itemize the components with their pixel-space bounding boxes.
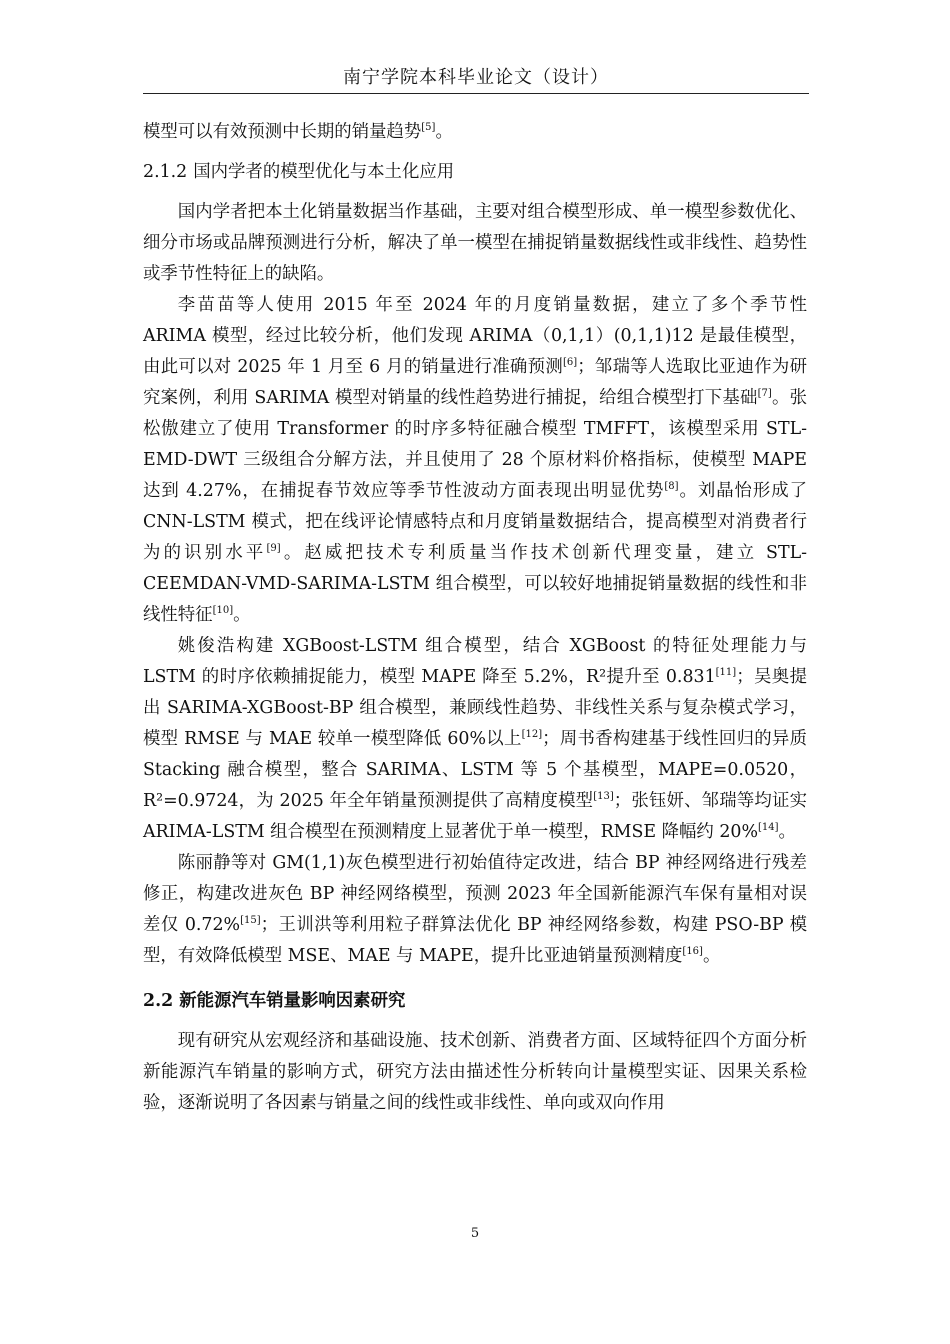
citation-ref: [12]: [521, 729, 543, 740]
text: ；张钰妍、邹瑞等均证实 ARIMA-LSTM 组合模型在预测精度上显著优于单一模型，RMSE 降幅约 20%: [143, 791, 807, 842]
text: 。刘晶怡形成了 CNN-LSTM 模式，把在线评论情感特点和月度销量数据结合，提高模型对消费者行为的识别水平: [143, 481, 807, 563]
section-title: 国内学者的模型优化与本土化应用: [193, 162, 455, 182]
text: 。: [435, 122, 453, 142]
citation-ref: [11]: [715, 667, 737, 678]
page-number: 5: [470, 1226, 480, 1241]
paragraph: [143, 848, 807, 972]
paragraph: [143, 631, 807, 848]
running-header: 南宁学院本科毕业论文（设计）: [343, 67, 609, 88]
paragraph: 现有研究从宏观经济和基础设施、技术创新、消费者方面、区域特征四个方面分析新能源汽车销量的影响方式，研究方法由描述性分析转向计量模型实证、因果关系检验，逐渐说明了各因素与销量之间的线性或非线性、单向或双向作用: [143, 1031, 807, 1113]
section-number: 2.1.2: [143, 162, 188, 182]
citation-ref: [6]: [563, 357, 578, 368]
header-rule: [143, 93, 809, 94]
citation-ref: [15]: [240, 915, 261, 926]
section-heading-2-2: [143, 972, 807, 1026]
text: ；王训洪等利用粒子群算法优化 BP 神经网络参数，构建 PSO-BP 模型，有效降低模型 MSE、MAE 与 MAPE，提升比亚迪销量预测精度: [143, 915, 807, 966]
text: ；周书香构建基于线性回归的异质 Stacking 融合模型，整合 SARIMA、LSTM 等 5 个基模型，MAPE=0.0520，R²=0.9724，为 2025 年全年销量预测提供了高精度模型: [143, 729, 807, 811]
text: ；邹瑞等人选取比亚迪作为研究案例，利用 SARIMA 模型对销量的线性趋势进行捕捉，给组合模型打下基础: [143, 357, 807, 408]
page-body: [143, 117, 807, 1119]
text: 模型可以有效预测中长期的销量趋势: [143, 122, 422, 142]
citation-ref: [9]: [266, 543, 281, 554]
paragraph: [143, 290, 807, 631]
citation-ref: [5]: [421, 122, 436, 133]
section-heading-2-1-2: [143, 148, 807, 197]
section-title: 新能源汽车销量影响因素研究: [179, 991, 406, 1011]
section-number: 2.2: [143, 991, 174, 1011]
text: 。: [702, 946, 721, 966]
text: 。: [233, 605, 251, 625]
citation-ref: [16]: [682, 946, 703, 957]
citation-ref: [14]: [757, 822, 779, 833]
citation-ref: [10]: [212, 605, 234, 616]
citation-ref: [7]: [757, 388, 772, 399]
text: 。赵威把技术专利质量当作技术创新代理变量，建立 STL-CEEMDAN-VMD-SARIMA-LSTM 组合模型，可以较好地捕捉销量数据的线性和非线性特征: [143, 543, 807, 625]
text: 。: [778, 822, 796, 842]
text: ；吴奥提出 SARIMA-XGBoost-BP 组合模型，兼顾线性趋势、非线性关系与复杂模式学习，模型 RMSE 与 MAE 较单一模型降低 60%以上: [143, 667, 807, 749]
text: 。张松傲建立了使用 Transformer 的时序多特征融合模型 TMFFT，该模型采用 STL-EMD-DWT 三级组合分解方法，并且使用了 28 个原材料价格指标，使模型 MAPE 达到 4.27%，在捕捉春节效应等季节性波动方面表现出明显优势: [143, 388, 807, 501]
text: 姚俊浩构建 XGBoost-LSTM 组合模型，结合 XGBoost 的特征处理能力与 LSTM 的时序依赖捕捉能力，模型 MAPE 降至 5.2%，R²提升至 0.831: [143, 636, 807, 687]
paragraph-continued: [143, 117, 807, 148]
text: 李苗苗等人使用 2015 年至 2024 年的月度销量数据，建立了多个季节性 ARIMA 模型，经过比较分析，他们发现 ARIMA（0,1,1）(0,1,1)12 是最佳模型，由此可以对 2025 年 1 月至 6 月的销量进行准确预测: [143, 295, 807, 377]
text: 陈丽静等对 GM(1,1)灰色模型进行初始值待定改进，结合 BP 神经网络进行残差修正，构建改进灰色 BP 神经网络模型，预测 2023 年全国新能源汽车保有量相对误差仅 0.72%: [143, 853, 807, 935]
citation-ref: [13]: [593, 791, 614, 802]
paragraph: 国内学者把本土化销量数据当作基础，主要对组合模型形成、单一模型参数优化、细分市场或品牌预测进行分析，解决了单一模型在捕捉销量数据线性或非线性、趋势性或季节性特征上的缺陷。: [143, 202, 807, 284]
citation-ref: [8]: [664, 481, 679, 492]
